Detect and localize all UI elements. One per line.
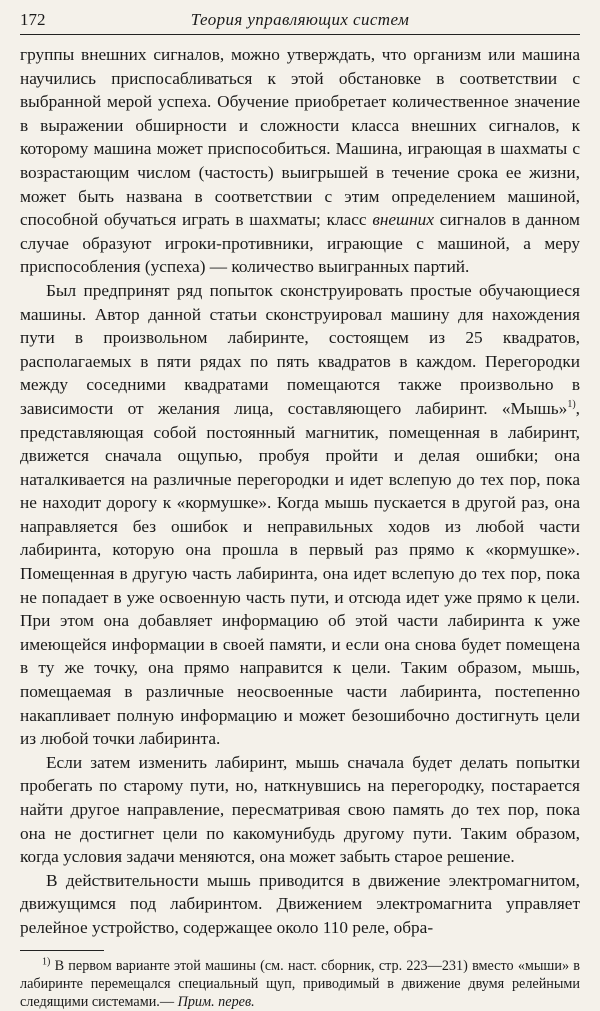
text-run: Был предпринят ряд попыток сконструировать простые обучающиеся машины. Автор данной статьи сконструировал машину для нахождения пути в произвольном лабиринте, состоящем из 25 квадратов, располагаемых в пяти рядах по пять квадратов в каждом. Перегородки между соседними квадратами помещаются также произвольно в зависимости от желания лица, составляющего лабиринт. «Мышь» [20,280,580,418]
running-title: Теория управляющих систем [190,10,410,29]
text-run: , представляющая собой постоянный магнитик, помещенная в лабиринт, движется сначала ощупью, пробуя пройти и делая ошибки; она наталкивается на различные перегородки и идет вслепую до тех пор, пока не находит дорогу к «кормушке». Когда мышь пускается в другой раз, она направляется без ошибок и неправильных ходов из любой части лабиринта, которую она прошла в первый раз прямо к «кормушке». Помещенная в другую часть лабиринта, она идет вслепую до тех пор, пока не попадает в уже освоенную часть пути, и отсюда идет уже прямо к цели. При этом она добавляет информацию об этой части лабиринта к уже имеющейся информации в своей памяти, и если она снова будет помещена в ту же точку, она прямо направится к цели. Таким образом, мышь, помещаемая в различные неосвоенные части лабиринта, постепенно накапливает полную информацию и может безошибочно достигнуть цели из любой точки лабиринта. [20,398,580,749]
body-text [20,43,580,940]
italic-text: внешних [372,210,434,230]
text-run: сигналов в данном случае образуют игроки-противники, играющие с машиной, а меру приспособления (успеха) — количество выигранных партий. [20,210,580,277]
footnote [20,957,580,1011]
text-run: В действительности мышь приводится в движение электромагнитом, движущимся под лабиринтом. Движением электромагнита управляет релейное устройство, содержащее около 110 реле, обра- [20,870,580,937]
footnote-ref: 1) [42,955,51,967]
footnote-ref: 1) [567,399,576,411]
text-run: Если затем изменить лабиринт, мышь сначала будет делать попытки пробегать по старому пути, но, наткнувшись на перегородку, постарается найти другое направление, пересматривая свою память до тех пор, пока она не достигнет цели по какомунибудь другому пути. Таким образом, когда условия задачи меняются, она может забыть старое решение. [20,752,580,867]
page-header [20,8,580,35]
paragraph-4 [20,869,580,940]
paragraph-3 [20,751,580,869]
text-run: В первом варианте этой машины (см. наст. сборник, стр. 223—231) вместо «мыши» в лабиринте перемещался специальный щуп, приводимый в движение двумя релейными следящими системами.— [20,957,580,1010]
italic-text: Прим. перев. [177,993,255,1010]
text-run: группы внешних сигналов, можно утверждать, что организм или машина научились приспосабливаться к этой обстановке в соответствии с выбранной мерой успеха. Обучение приобретает количественное значение в выражении обширности и сложности класса внешних сигналов, к которому машина может приспособиться. Машина, играющая в шахматы с возрастающим числом (частость) выигрышей в течение срока ее жизни, может быть названа в соответствии с этим определением машиной, способной обучаться играть в шахматы; класс [20,45,580,230]
footnote-text [20,957,580,1011]
footnote-divider [20,950,104,951]
paragraph-1 [20,43,580,279]
page-number: 172 [20,10,46,29]
paragraph-2 [20,279,580,751]
